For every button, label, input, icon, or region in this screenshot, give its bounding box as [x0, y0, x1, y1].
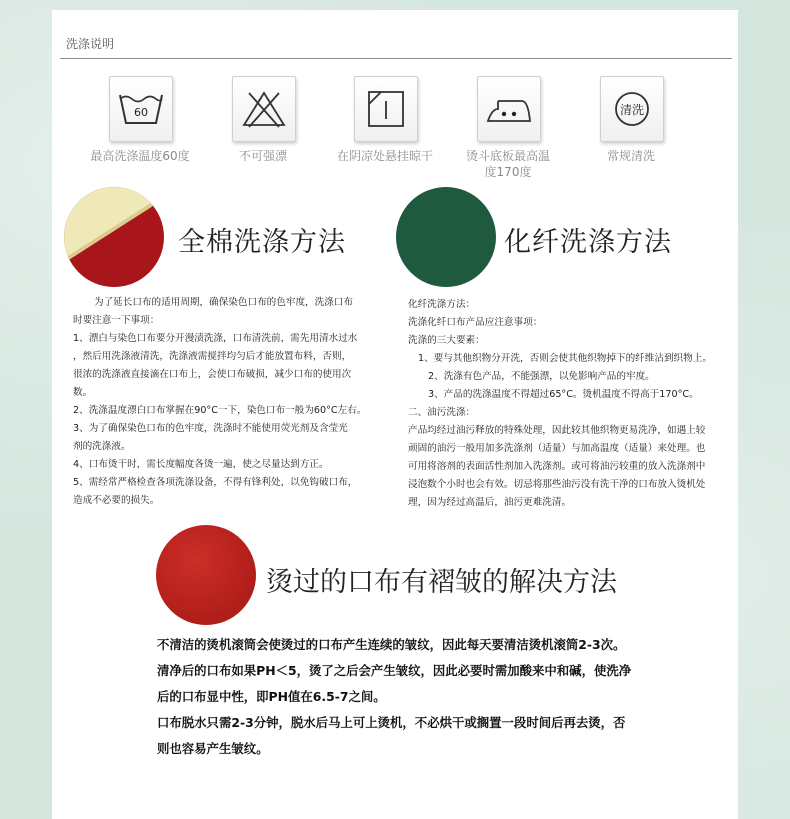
care-label-wash: 最高洗涤温度60度 — [90, 149, 190, 163]
wrinkle-instructions: 不清洁的烫机滚筒会使烫过的口布产生连续的皱纹，因此每天要清洁烫机滚筒2-3次。 清净后的口布如果PH＜5，烫了之后会产生皱纹，因此必要时需加酸来中和碱，使洗净 后的口布显中性，即PH值在6.5-7之间。 口布脱水只需2-3分钟，脱水后马上可上烫机，不必烘干或搁置一段时间后再去烫，否 则也容易产生皱纹。 — [157, 637, 632, 756]
regular-wash-icon — [600, 76, 664, 142]
care-label-iron: 烫斗底板最高温度170度 — [466, 149, 551, 179]
synthetic-fabric-swatch — [396, 187, 496, 287]
wrinkle-title: 烫过的口布有褶皱的解决方法 — [266, 567, 617, 598]
wash-temp-glyph: 60 — [134, 106, 148, 119]
care-label-regular: 常规清洗 — [606, 149, 655, 163]
cotton-instructions: 为了延长口布的适用周期，确保染色口布的色牢度，洗涤口布 时要注意一下事项： 1、漂白与染色口布要分开漫渍洗涤，口布清洗前，需先用清水过水 ，然后用洗涤液清洗，洗涤液需搅拌均匀后才能放置布料，否则， 很浓的洗涤液直接滴在口布上，会使口布破损，减少口布的使用次 数。 2、洗涤温度漂白口布掌握在90°C一下，染色口布一般为60°C左右。 3、为了确保染色口布的色牢度，洗涤时不能使用荧光剂及含莹光 剂的洗涤液。 4、口布烫干时，需长度幅度各烫一遍，使之尽量达到方正。 5、需经常严格检查各项洗涤设备，不得有锋利处，以免钩破口布， 造成不必要的损失。 — [73, 297, 367, 506]
synthetic-instructions: 化纤洗涤方法： 洗涤化纤口布产品应注意事项： 洗涤的三大要素： 1、要与其他织物分开洗，否则会使其他织物掉下的纤维沾到织物上。 2、洗涤有色产品，不能强漂，以免影响产品的牢度。 3、产品的洗涤温度不得超过65°C。烫机温度不得高于170°C。 二、油污洗涤： 产品均经过油污释放的特殊处理，因此较其他织物更易洗净，如遇上较 顽固的油污一般用加多洗涤剂（适量）与加高温度（适量）来处理。也 可用将溶剂的表面活性剂加入洗涤剂。或可将油污较重的放入洗涤剂中 浸泡数个小时也会有效。切忌将那些油污没有洗干净的口布放入烫机处 理，因为经过高温后，油污更难洗清。 — [408, 299, 712, 508]
synthetic-title: 化纤洗涤方法 — [504, 227, 672, 258]
iron-170-icon — [477, 76, 541, 142]
wash-60-icon — [109, 76, 173, 142]
care-label-dry: 在阴凉处悬挂晾干 — [336, 149, 433, 163]
content-panel — [52, 10, 738, 819]
wrinkle-fabric-swatch — [156, 525, 256, 625]
line-dry-shade-icon — [354, 76, 418, 142]
care-label-no-bleach: 不可强漂 — [238, 149, 287, 163]
page-title: 洗涤说明 — [66, 37, 115, 51]
cotton-fabric-swatch — [64, 187, 164, 287]
header-divider — [60, 58, 732, 59]
cotton-title: 全棉洗涤方法 — [178, 227, 346, 258]
no-bleach-icon — [232, 76, 296, 142]
regular-wash-glyph: 清洗 — [619, 103, 645, 117]
